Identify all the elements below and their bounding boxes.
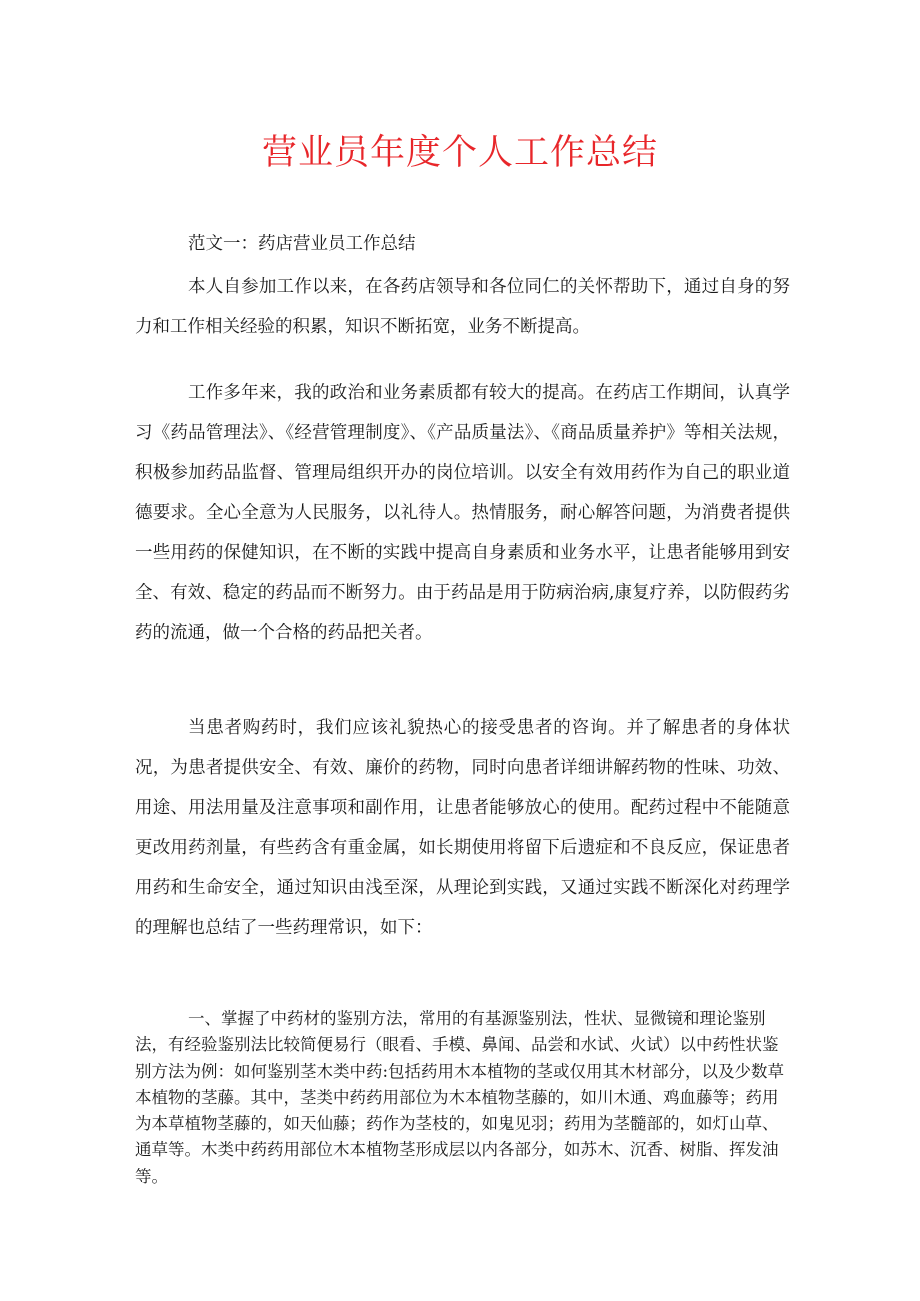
paragraph-1: 本人自参加工作以来，在各药店领导和各位同仁的关怀帮助下，通过自身的努力和工作相关经验的积累，知识不断拓宽，业务不断提高。 xyxy=(135,277,790,337)
document-title: 营业员年度个人工作总结 xyxy=(261,133,658,173)
section-subtitle: 范文一：药店营业员工作总结 xyxy=(188,234,416,254)
paragraph-4: 一、掌握了中药材的鉴别方法，常用的有基源鉴别法，性状、显微镜和理论鉴别法，有经验鉴别法比较简便易行（眼看、手模、鼻闻、品尝和水试、火试）以中药性状鉴别方法为例：如何鉴别茎木类中药:包括药用木本植物的茎或仅用其木材部分，以及少数草本植物的茎藤。其中，茎类中药药用部位为木本植物茎藤的，如川木通、鸡血藤等；药用为本草植物茎藤的，如天仙藤；药作为茎枝的，如鬼见羽；药用为茎髓部的，如灯山草、通草等。木类中药药用部位木本植物茎形成层以内各部分，如苏木、沉香、树脂、挥发油等。 xyxy=(135,1009,785,1186)
paragraph-2: 工作多年来，我的政治和业务素质都有较大的提高。在药店工作期间，认真学习《药品管理法》、《经营管理制度》、《产品质量法》、《商品质量养护》等相关法规，积极参加药品监督、管理局组织开办的岗位培训。以安全有效用药作为自己的职业道德要求。全心全意为人民服务，以礼待人。热情服务，耐心解答问题，为消费者提供一些用药的保健知识，在不断的实践中提高自身素质和业务水平，让患者能够用到安全、有效、稳定的药品而不断努力。由于药品是用于防病治病,康复疗养，以防假药劣药的流通，做一个合格的药品把关者。 xyxy=(135,383,790,643)
paragraph-3: 当患者购药时，我们应该礼貌热心的接受患者的咨询。并了解患者的身体状况，为患者提供安全、有效、廉价的药物，同时向患者详细讲解药物的性味、功效、用途、用法用量及注意事项和副作用，让患者能够放心的使用。配药过程中不能随意更改用药剂量，有些药含有重金属，如长期使用将留下后遗症和不良反应，保证患者用药和生命安全，通过知识由浅至深，从理论到实践，又通过实践不断深化对药理学的理解也总结了一些药理常识，如下： xyxy=(135,718,790,938)
